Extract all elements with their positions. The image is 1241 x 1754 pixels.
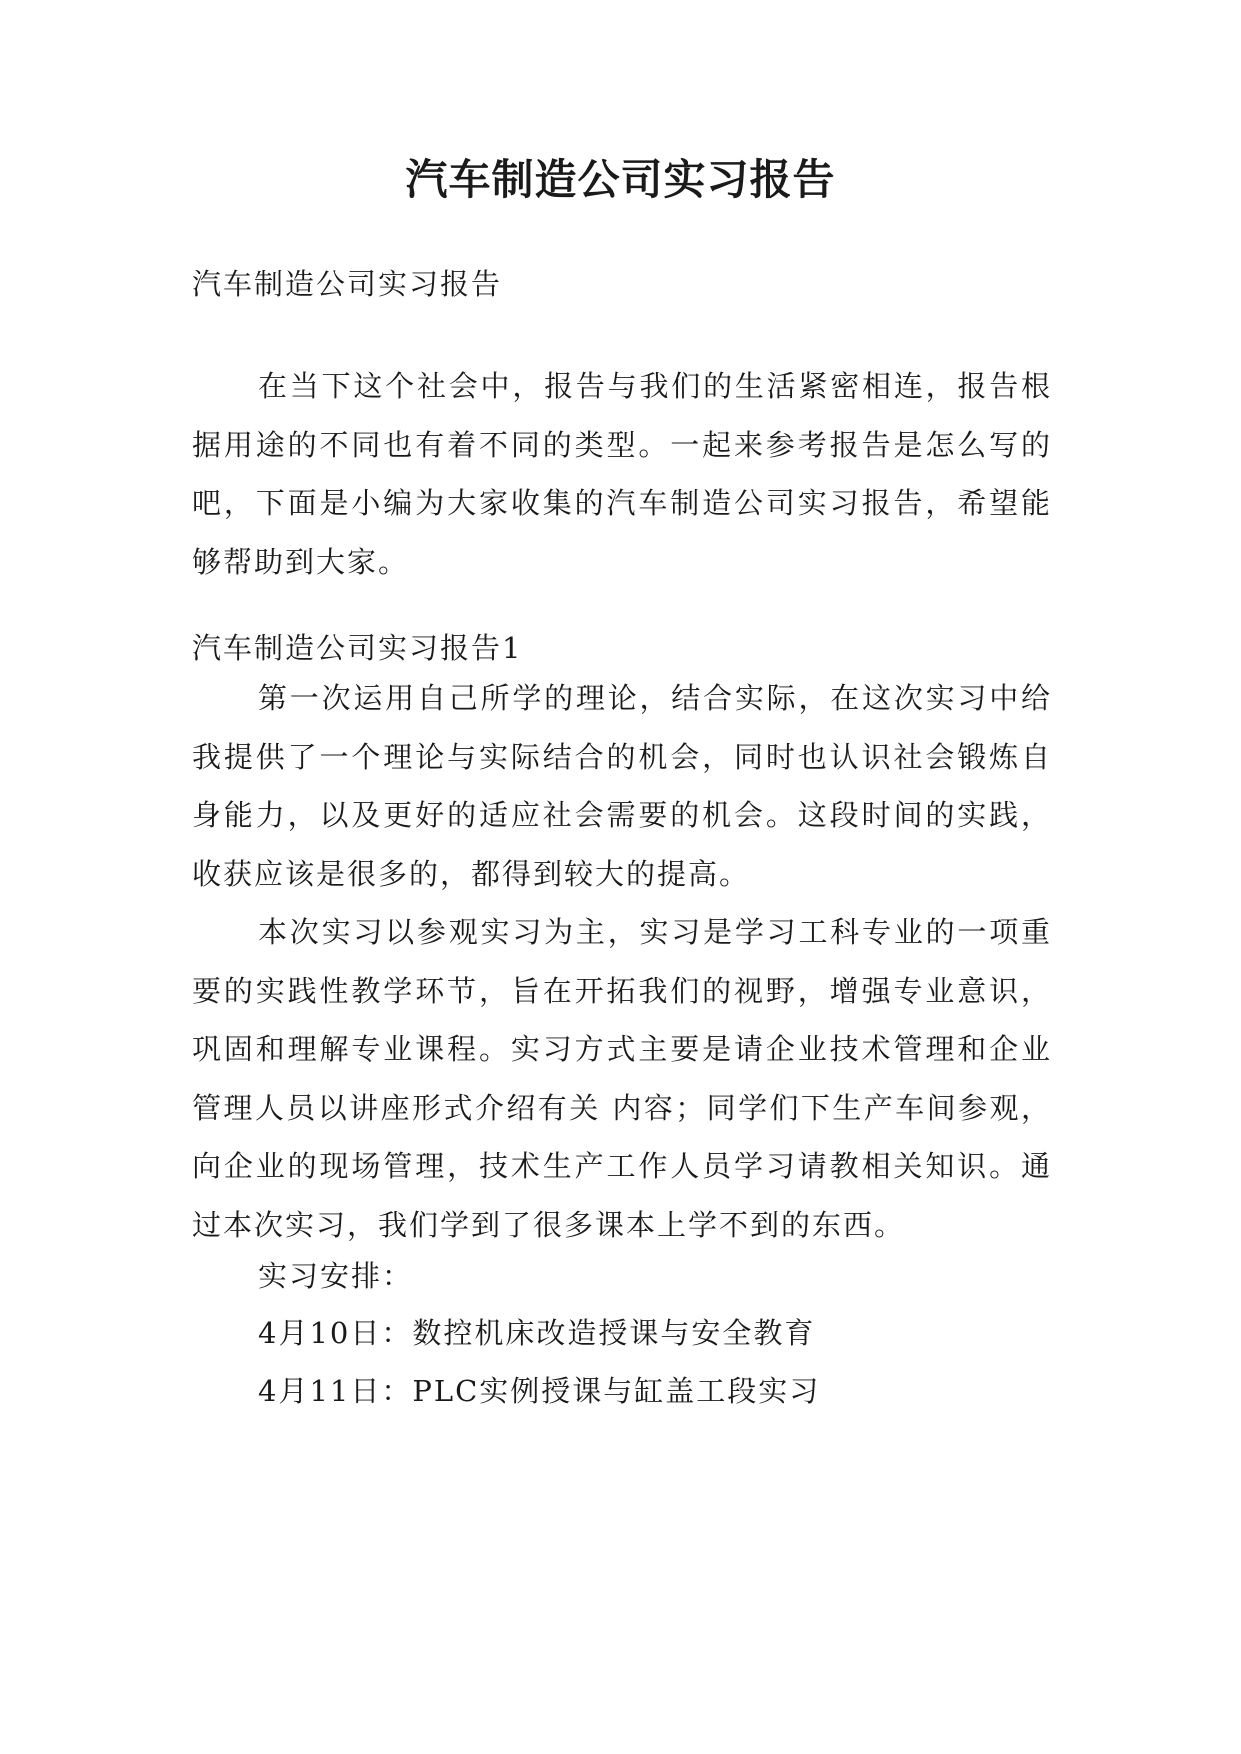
section-paragraph-2: 本次实习以参观实习为主，实习是学习工科专业的一项重要的实践性教学环节，旨在开拓我们的视野，增强专业意识，巩固和理解专业课程。实习方式主要是请企业技术管理和企业管理人员以讲座形式介绍有关 内容；同学们下生产车间参观，向企业的现场管理，技术生产工作人员学习请教相关知识。通过本次实习，我们学到了很多课本上学不到的东西。 [192, 915, 1052, 1242]
document-subtitle: 汽车制造公司实习报告 [192, 267, 503, 301]
schedule-item: 4月10日：数控机床改造授课与安全教育 [258, 1316, 816, 1350]
section-heading: 汽车制造公司实习报告1 [192, 631, 523, 665]
document-title: 汽车制造公司实习报告 [405, 155, 836, 204]
schedule-item: 4月11日：PLC实例授课与缸盖工段实习 [258, 1374, 821, 1408]
section-paragraph-1: 第一次运用自己所学的理论，结合实际，在这次实习中给我提供了一个理论与实际结合的机会，同时也认识社会锻炼自身能力，以及更好的适应社会需要的机会。这段时间的实践，收获应该是很多的，都得到较大的提高。 [192, 681, 1052, 891]
intro-paragraph: 在当下这个社会中，报告与我们的生活紧密相连，报告根据用途的不同也有着不同的类型。一起来参考报告是怎么写的吧，下面是小编为大家收集的汽车制造公司实习报告，希望能够帮助到大家。 [192, 369, 1052, 579]
schedule-label: 实习安排： [258, 1259, 414, 1293]
